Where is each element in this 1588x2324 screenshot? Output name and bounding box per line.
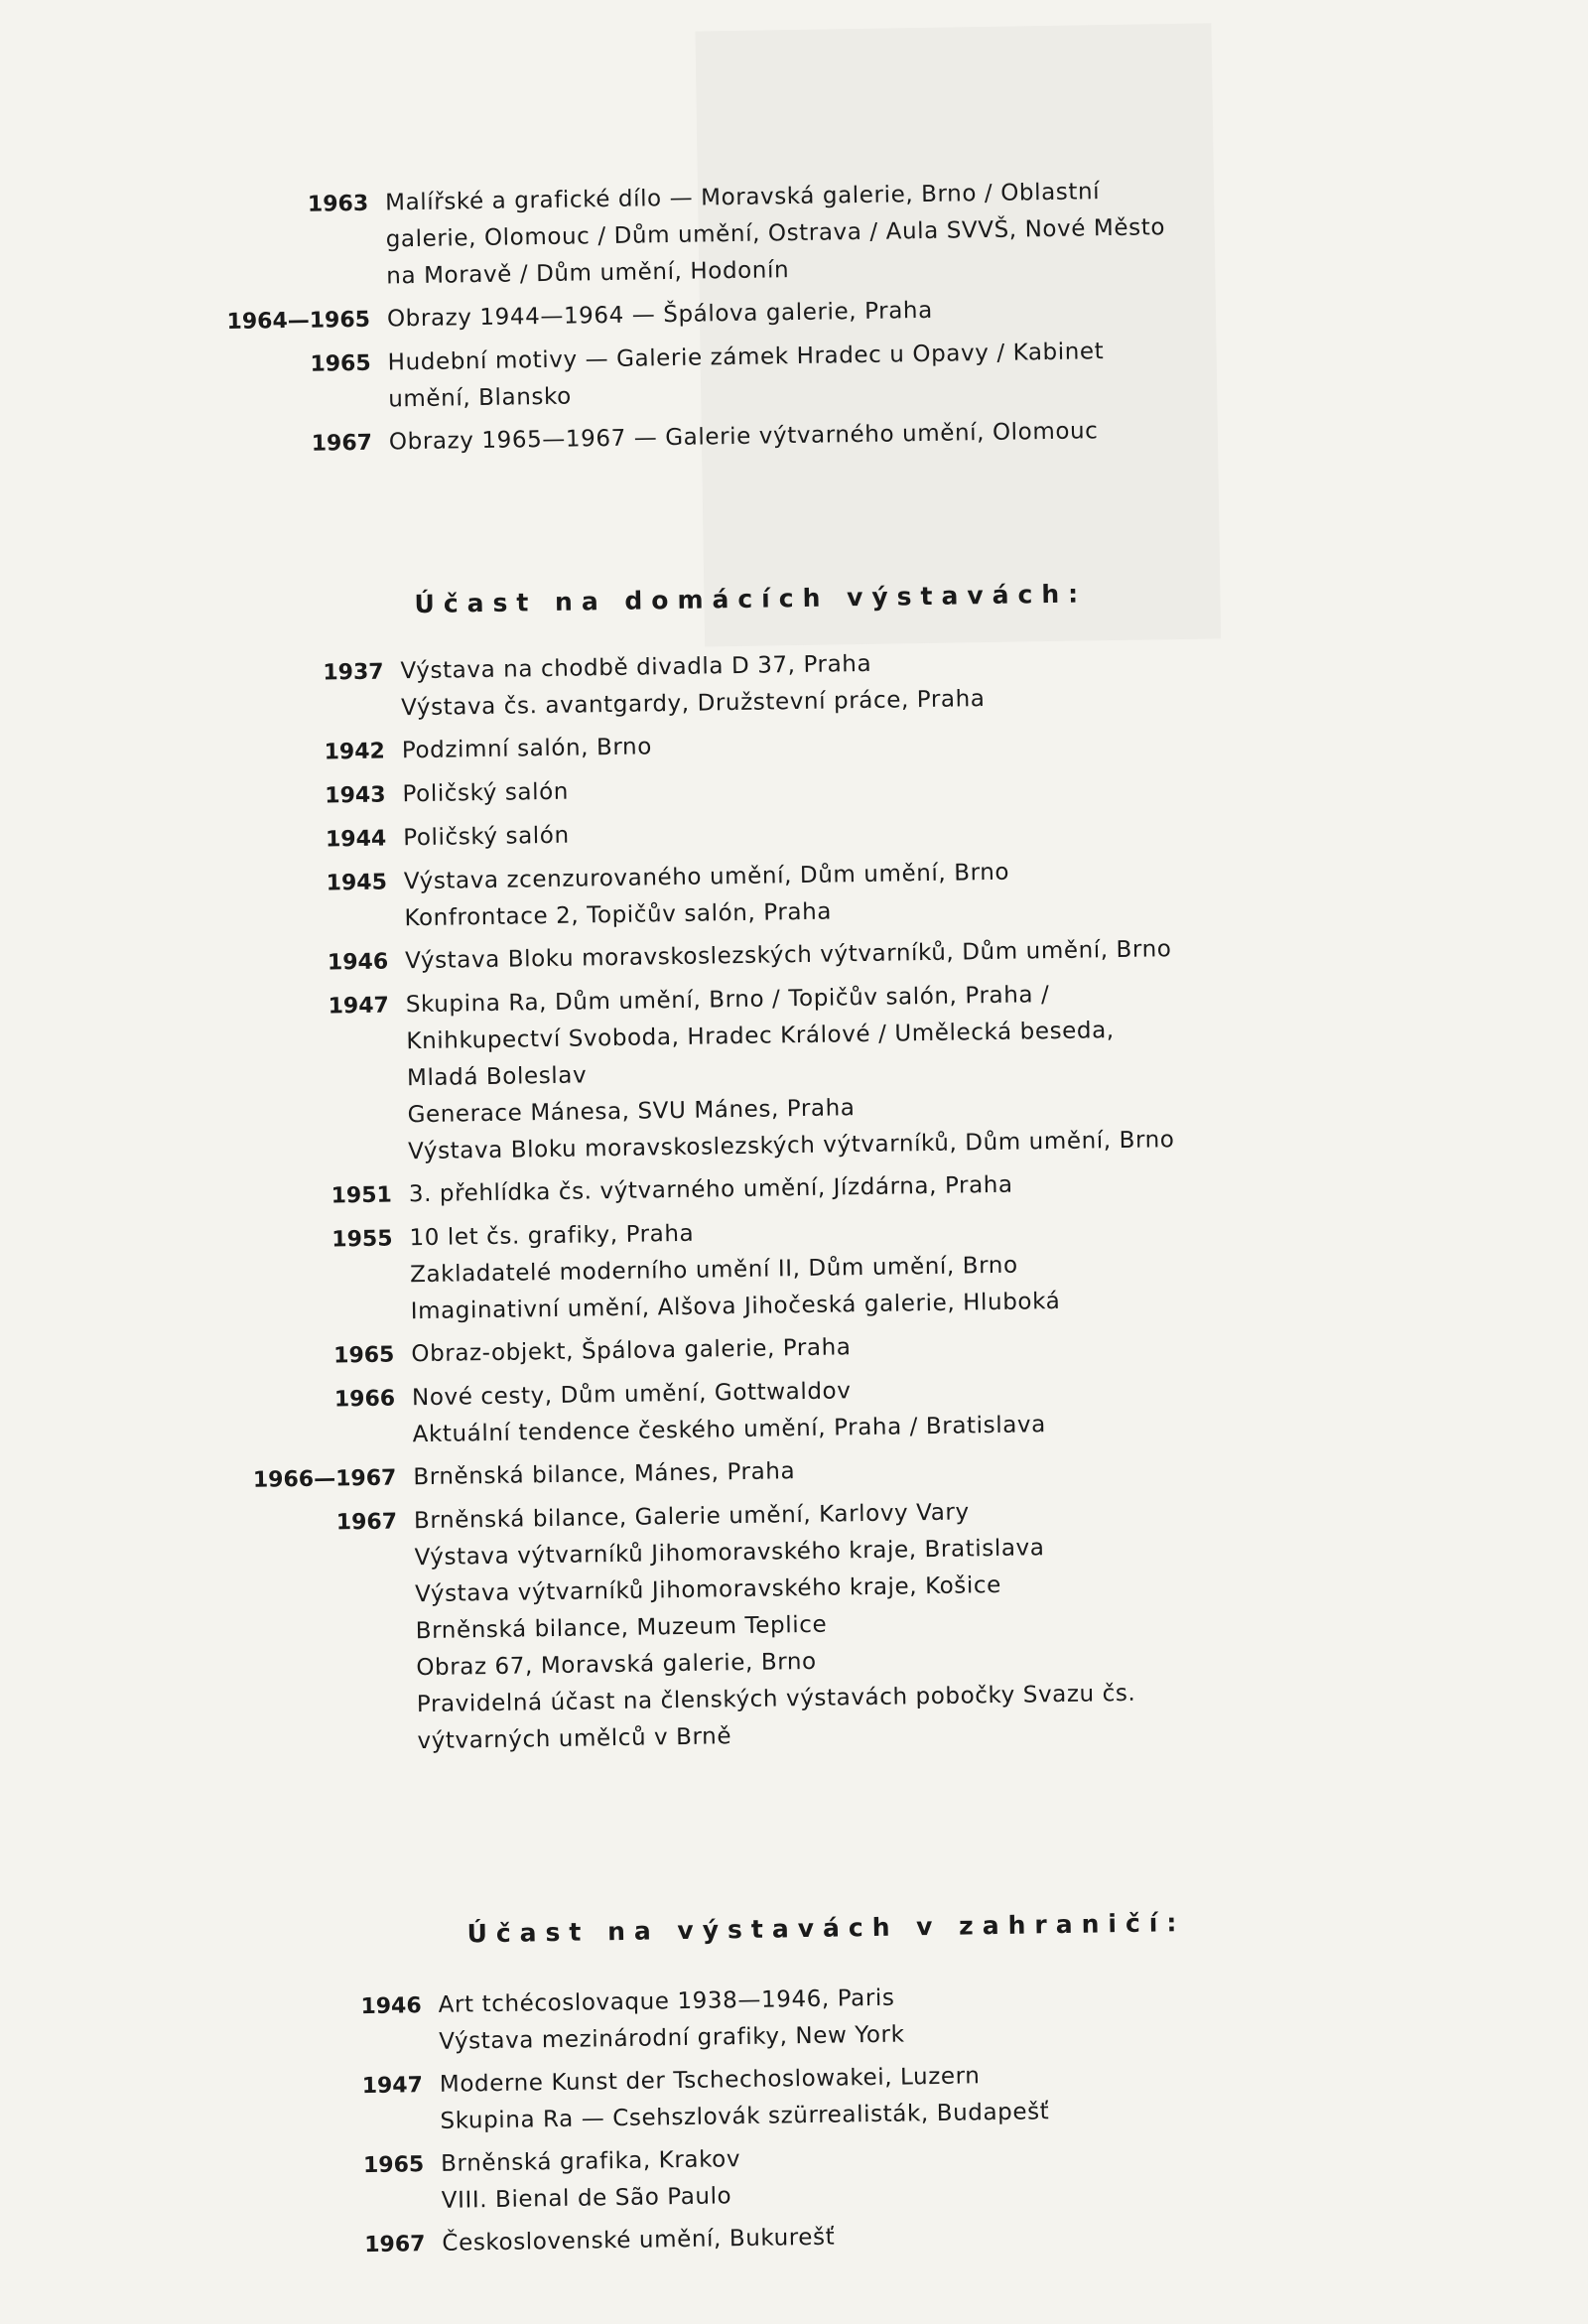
exhibition-entry: Moderne Kunst der Tschechoslowakei, Luzern	[439, 2063, 981, 2098]
exhibition-year: 1946	[360, 1993, 422, 2020]
exhibition-entry: 10 let čs. grafiky, Praha	[409, 1220, 695, 1252]
exhibition-entry: Československé umění, Bukurešť	[442, 2224, 836, 2256]
exhibition-entry: Pravidelná účast na členských výstavách pobočky Svazu čs. výtvarných umělců v Brně	[416, 1680, 1136, 1755]
exhibition-entry: Výstava čs. avantgardy, Družstevní práce, Praha	[400, 686, 986, 722]
exhibition-entry: Brněnská bilance, Galerie umění, Karlovy Vary	[413, 1499, 970, 1535]
domestic-heading: Účast na domácích výstavách:	[414, 579, 1088, 619]
exhibition-year: 1955	[331, 1226, 393, 1253]
exhibition-entry: Výstava Bloku moravskoslezských výtvarníků, Dům umění, Brno	[404, 936, 1172, 975]
exhibition-year: 1963	[307, 191, 369, 217]
exhibition-entry: Nové cesty, Dům umění, Gottwaldov	[411, 1378, 852, 1412]
exhibition-entry: Brněnská bilance, Mánes, Praha	[413, 1458, 796, 1491]
exhibition-entries	[414, 1484, 1588, 1760]
exhibition-entry: Výstava na chodbě divadla D 37, Praha	[400, 650, 872, 685]
exhibition-year: 1951	[331, 1182, 393, 1209]
exhibition-entry: 3. přehlídka čs. výtvarného umění, Jízdárna, Praha	[408, 1171, 1013, 1208]
exhibition-year: 1947	[361, 2073, 424, 2100]
exhibition-entries	[409, 1201, 1588, 1330]
exhibition-entries	[438, 1969, 1588, 2061]
abroad-heading: Účast na výstavách v zahraničí:	[466, 1908, 1186, 1949]
exhibition-row	[32, 1484, 1588, 1766]
exhibition-year: 1944	[325, 826, 387, 853]
exhibition-entries	[387, 326, 1588, 418]
exhibition-year: 1965	[332, 1342, 395, 1369]
exhibition-year: 1937	[323, 659, 384, 686]
exhibition-entry: Skupina Ra — Csehszlovák szürrealisták, Budapešť	[440, 2099, 1050, 2134]
exhibition-entries	[440, 2048, 1588, 2140]
exhibition-entry: Malířské a grafické dílo — Moravská galerie, Brno / Oblastní galerie, Olomouc / Dům umění, Ostrava / Aula SVVŠ, Nové Město na Moravě / Dům umění, Hodonín	[384, 179, 1166, 290]
exhibition-entry: Výstava výtvarníků Jihomoravského kraje, Bratislava	[414, 1535, 1045, 1572]
exhibition-entries	[441, 2127, 1588, 2220]
exhibition-entries	[385, 166, 1588, 295]
exhibition-entry: Konfrontace 2, Topičův salón, Praha	[404, 898, 833, 932]
exhibition-entry: Hudební motivy — Galerie zámek Hradec u Opavy / Kabinet umění, Blansko	[387, 339, 1105, 413]
exhibition-entry: Zakladatelé moderního umění II, Dům umění, Brno	[409, 1252, 1018, 1289]
exhibition-entry: Brněnská bilance, Muzeum Teplice	[415, 1611, 828, 1645]
exhibition-year: 1967	[364, 2232, 426, 2258]
exhibition-entry: Imaginativní umění, Alšova Jihočeská galerie, Hluboká	[410, 1288, 1061, 1325]
exhibition-year: 1965	[362, 2152, 425, 2179]
solo-exhibitions-list	[3, 166, 1588, 474]
exhibition-entry: Poličský salón	[402, 778, 570, 808]
exhibition-entries	[400, 634, 1588, 727]
exhibition-entry: Poličský salón	[403, 822, 570, 852]
exhibition-row	[24, 968, 1588, 1176]
exhibition-year: 1967	[335, 1509, 398, 1536]
exhibition-entries	[412, 1361, 1588, 1453]
exhibition-entry: Výstava mezinárodní grafiky, New York	[439, 2021, 905, 2055]
exhibition-entry: VIII. Bienal de São Paulo	[441, 2183, 732, 2214]
exhibition-entry: Brněnská grafika, Krakov	[440, 2146, 741, 2177]
domestic-exhibitions-list	[10, 634, 1588, 1772]
exhibition-year: 1945	[326, 870, 388, 896]
exhibition-year: 1964—1965	[226, 307, 371, 336]
exhibition-year: 1966	[333, 1386, 396, 1413]
exhibition-entry: Aktuální tendence českého umění, Praha / Bratislava	[412, 1412, 1047, 1448]
exhibition-entry: Art tchécoslovaque 1938—1946, Paris	[438, 1984, 895, 2018]
exhibition-year: 1946	[327, 949, 389, 976]
exhibition-entry: Výstava Bloku moravskoslezských výtvarníků, Dům umění, Brno	[407, 1127, 1175, 1165]
exhibition-entry: Výstava výtvarníků Jihomoravského kraje, Košice	[414, 1572, 1002, 1608]
exhibition-year: 1966—1967	[252, 1465, 397, 1493]
exhibition-year: 1943	[325, 782, 386, 809]
abroad-exhibitions-list	[31, 1969, 1588, 2275]
exhibition-entry: Podzimní salón, Brno	[401, 734, 653, 764]
exhibition-entry: Obraz-objekt, Špálova galerie, Praha	[411, 1334, 852, 1368]
exhibition-entry: Výstava zcenzurovaného umění, Dům umění, Brno	[403, 859, 1010, 895]
exhibition-entries	[406, 968, 1588, 1170]
exhibition-year: 1942	[324, 739, 386, 765]
exhibition-year: 1965	[310, 350, 371, 377]
exhibition-entry: Obrazy 1965—1967 — Galerie výtvarného umění, Olomouc	[388, 418, 1099, 456]
exhibition-entry: Skupina Ra, Dům umění, Brno / Topičův salón, Praha / Knihkupectví Svoboda, Hradec Králové / Umělecká beseda, Mladá Boleslav	[405, 982, 1115, 1092]
exhibition-year: 1967	[311, 430, 373, 457]
exhibition-entries	[404, 845, 1588, 937]
exhibition-entry: Obrazy 1944—1964 — Špálova galerie, Praha	[386, 297, 933, 333]
exhibition-entry: Generace Mánesa, SVU Mánes, Praha	[407, 1095, 856, 1129]
exhibition-entry: Obraz 67, Moravská galerie, Brno	[416, 1648, 817, 1682]
exhibition-year: 1947	[328, 993, 390, 1020]
exhibition-row	[27, 1201, 1588, 1336]
exhibition-row	[3, 166, 1588, 301]
